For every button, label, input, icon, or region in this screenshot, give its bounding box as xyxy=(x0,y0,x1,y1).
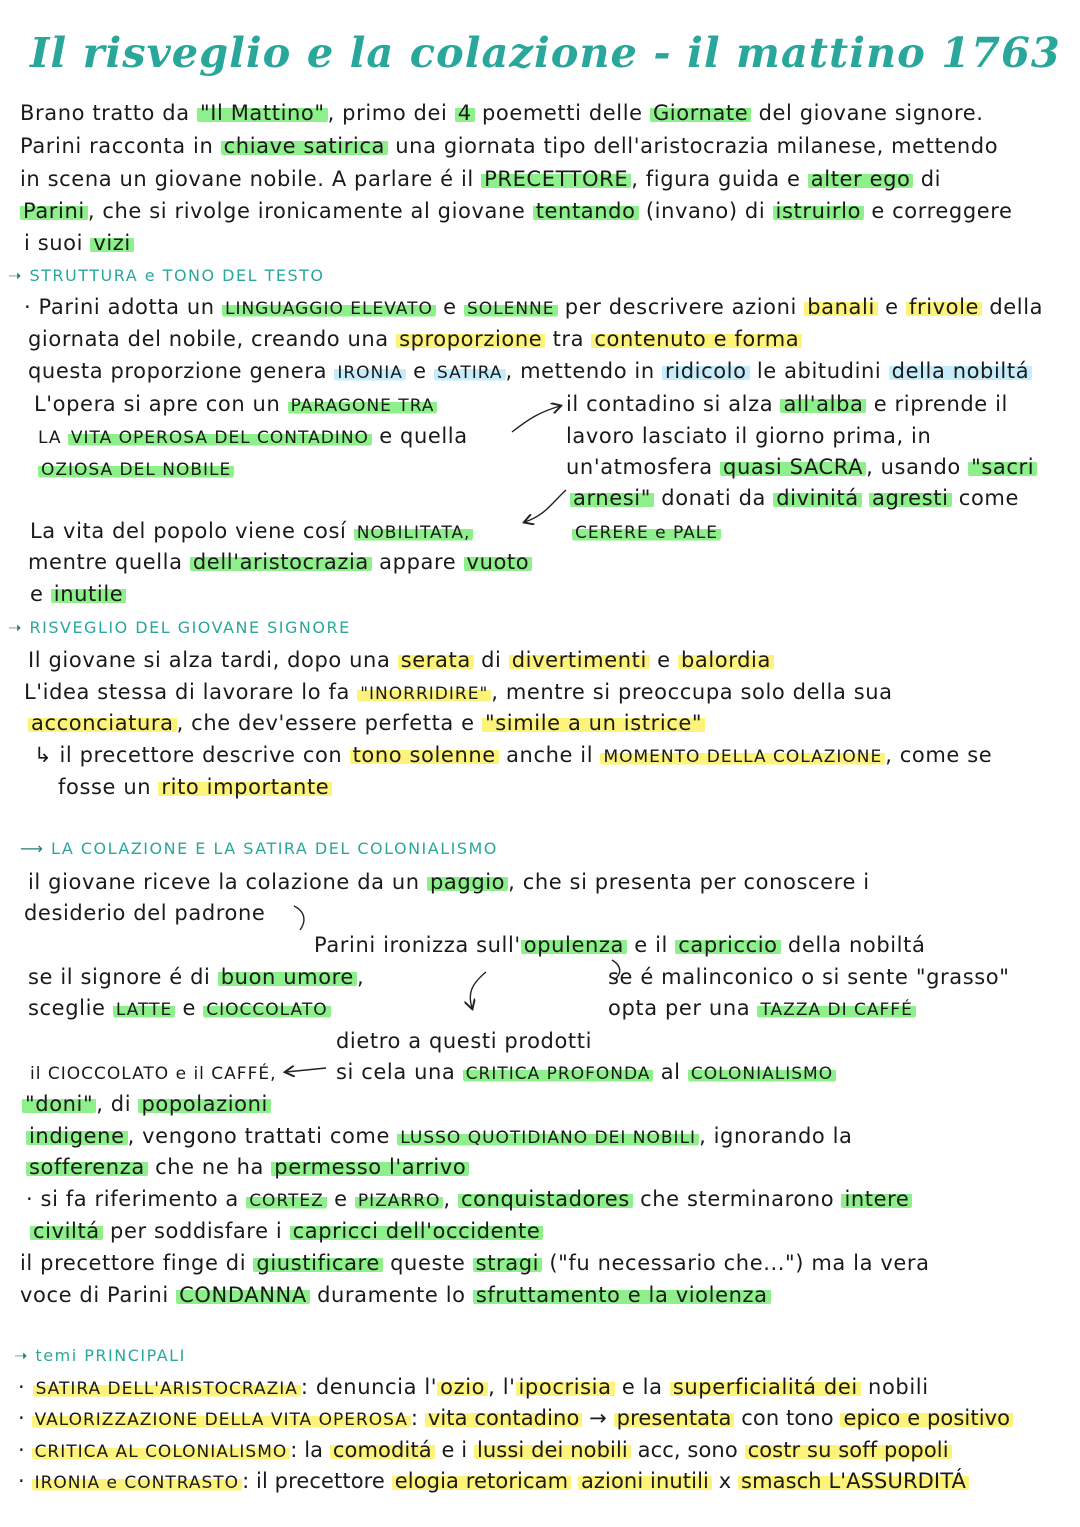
dietro-line: dietro a questi prodotti xyxy=(336,1029,593,1053)
malinconico-line-1: se é malinconico o si sente "grasso" xyxy=(608,965,1010,989)
buon-umore-line-1: se il signore é di buon umore , xyxy=(28,965,365,989)
arrow-right-icon: ➝ xyxy=(8,618,23,637)
risveglio-line-3: acconciatura , che dev'essere perfetta e "simile a un istrice" xyxy=(28,708,705,738)
colonial-line-3: indigene , vengono trattati come LUSSO QUOTIDIANO DEI NOBILI , ignorando la xyxy=(26,1121,853,1153)
malinconico-line-2: opta per una TAZZA DI CAFFÉ xyxy=(608,993,916,1025)
struttura-line-3: questa proporzione genera IRONIA e SATIRA , mettendo in ridicolo le abitudini della nobiltá xyxy=(28,356,1032,388)
colonial-line-7: il precettore finge di giustificare queste stragi ("fu necessario che...") ma la vera xyxy=(20,1251,930,1275)
tema-item-2: · VALORIZZAZIONE DELLA VITA OPEROSA : vita contadino → presentata con tono epico e positivo xyxy=(18,1403,1013,1435)
colazione-line-1: il giovane riceve la colazione da un paggio , che si presenta per conoscere i xyxy=(28,870,870,894)
paragone-left-3: OZIOSA DEL NOBILE xyxy=(38,453,234,485)
tema-item-3: · CRITICA AL COLONIALISMO : la comoditá e i lussi dei nobili acc, sono costr su soff popoli xyxy=(18,1435,952,1467)
contadino-right-5: CERERE e PALE xyxy=(572,516,721,548)
colonial-line-1: il CIOCCOLATO e il CAFFÉ, xyxy=(30,1064,277,1084)
colonial-line-6: civiltá per soddisfare i capricci dell'occidente xyxy=(30,1216,543,1246)
contadino-right-3: un'atmosfera quasi SACRA , usando "sacri xyxy=(566,452,1037,482)
struttura-line-2: giornata del nobile, creando una sproporzione tra contenuto e forma xyxy=(28,324,802,354)
conclusione-line-3: e inutile xyxy=(30,579,126,609)
paragone-left-2: LA VITA OPEROSA DEL CONTADINO e quella xyxy=(38,424,468,448)
colonial-line-8: voce di Parini CONDANNA duramente lo sfruttamento e la violenza xyxy=(20,1280,771,1310)
critica-line: si cela una CRITICA PROFONDA al COLONIALISMO xyxy=(336,1057,836,1089)
arrow-padrone-to-ironia xyxy=(294,906,304,930)
conclusione-line-2: mentre quella dell'aristocrazia appare vuoto xyxy=(28,547,532,577)
risveglio-line-5: fosse un rito importante xyxy=(58,772,332,802)
intro-line-5: i suoi vizi xyxy=(24,228,134,258)
arrow-contadino-to-nobilitata xyxy=(525,490,566,522)
risveglio-line-2: L'idea stessa di lavorare lo fa "INORRIDIRE" , mentre si preoccupa solo della sua xyxy=(24,680,893,704)
arrow-critica-to-caffe xyxy=(286,1068,326,1072)
arrow-right-icon: ➝ xyxy=(8,266,23,285)
arrow-right-icon: ⟶ xyxy=(20,839,45,858)
buon-umore-line-2: sceglie LATTE e CIOCCOLATO xyxy=(28,993,331,1025)
arrow-right-icon: ➝ xyxy=(14,1346,29,1365)
intro-line-3: in scena un giovane nobile. A parlare é il PRECETTORE , figura guida e alter ego di xyxy=(20,167,942,191)
contadino-right-2: lavoro lasciato il giorno prima, in xyxy=(566,424,932,448)
intro-line-1: Brano tratto da "Il Mattino" , primo dei 4 poemetti delle Giornate del giovane signore. xyxy=(20,101,984,125)
tema-item-4: · IRONIA e CONTRASTO : il precettore elogia retoricam azioni inutili x smasch L'ASSURDITÁ xyxy=(18,1466,969,1498)
page-title: Il risveglio e la colazione - il mattino 1763 xyxy=(30,28,1061,77)
contadino-right-1: il contadino si alza all'alba e riprende il xyxy=(566,392,1008,416)
ironia-line: Parini ironizza sull' opulenza e il capriccio della nobiltá xyxy=(314,933,926,957)
conclusione-line-1: La vita del popolo viene cosí NOBILITATA, xyxy=(30,516,473,548)
arrow-paragone-to-contadino xyxy=(512,406,560,432)
intro-line-4: Parini , che si rivolge ironicamente al giovane tentando (invano) di istruirlo e correggere xyxy=(20,196,1013,226)
section-header-struttura: ➝ STRUTTURA e TONO DEL TESTO xyxy=(8,266,325,285)
paragone-left-1: L'opera si apre con un PARAGONE TRA xyxy=(34,389,437,421)
risveglio-line-4: ↳ il precettore descrive con tono solenne anche il MOMENTO DELLA COLAZIONE , come se xyxy=(34,743,993,767)
colonial-line-2: "doni" , di popolazioni xyxy=(22,1089,271,1119)
section-header-colazione: ⟶ LA COLAZIONE E LA SATIRA DEL COLONIALISMO xyxy=(20,839,498,858)
arrow-ironia-to-dietro xyxy=(470,972,486,1008)
risveglio-line-1: Il giovane si alza tardi, dopo una serata di divertimenti e balordia xyxy=(28,645,774,675)
contadino-right-4: arnesi" donati da divinitá agresti come xyxy=(570,483,1019,513)
tema-item-1: · SATIRA DELL'ARISTOCRAZIA : denuncia l' ozio , l' ipocrisia e la superficialitá dei nobili xyxy=(18,1375,929,1399)
colazione-line-2: desiderio del padrone xyxy=(24,901,266,925)
section-header-temi: ➝ temi PRINCIPALI xyxy=(14,1346,186,1365)
colonial-line-5: · si fa riferimento a CORTEZ e PIZARRO , conquistadores che sterminarono intere xyxy=(26,1184,912,1216)
struttura-line-1: · Parini adotta un LINGUAGGIO ELEVATO e SOLENNE per descrivere azioni banali e frivole della xyxy=(24,295,1044,319)
section-header-risveglio: ➝ RISVEGLIO DEL GIOVANE SIGNORE xyxy=(8,618,351,637)
colonial-line-4: sofferenza che ne ha permesso l'arrivo xyxy=(26,1152,469,1182)
intro-line-2: Parini racconta in chiave satirica una giornata tipo dell'aristocrazia milanese, mettendo xyxy=(20,134,999,158)
